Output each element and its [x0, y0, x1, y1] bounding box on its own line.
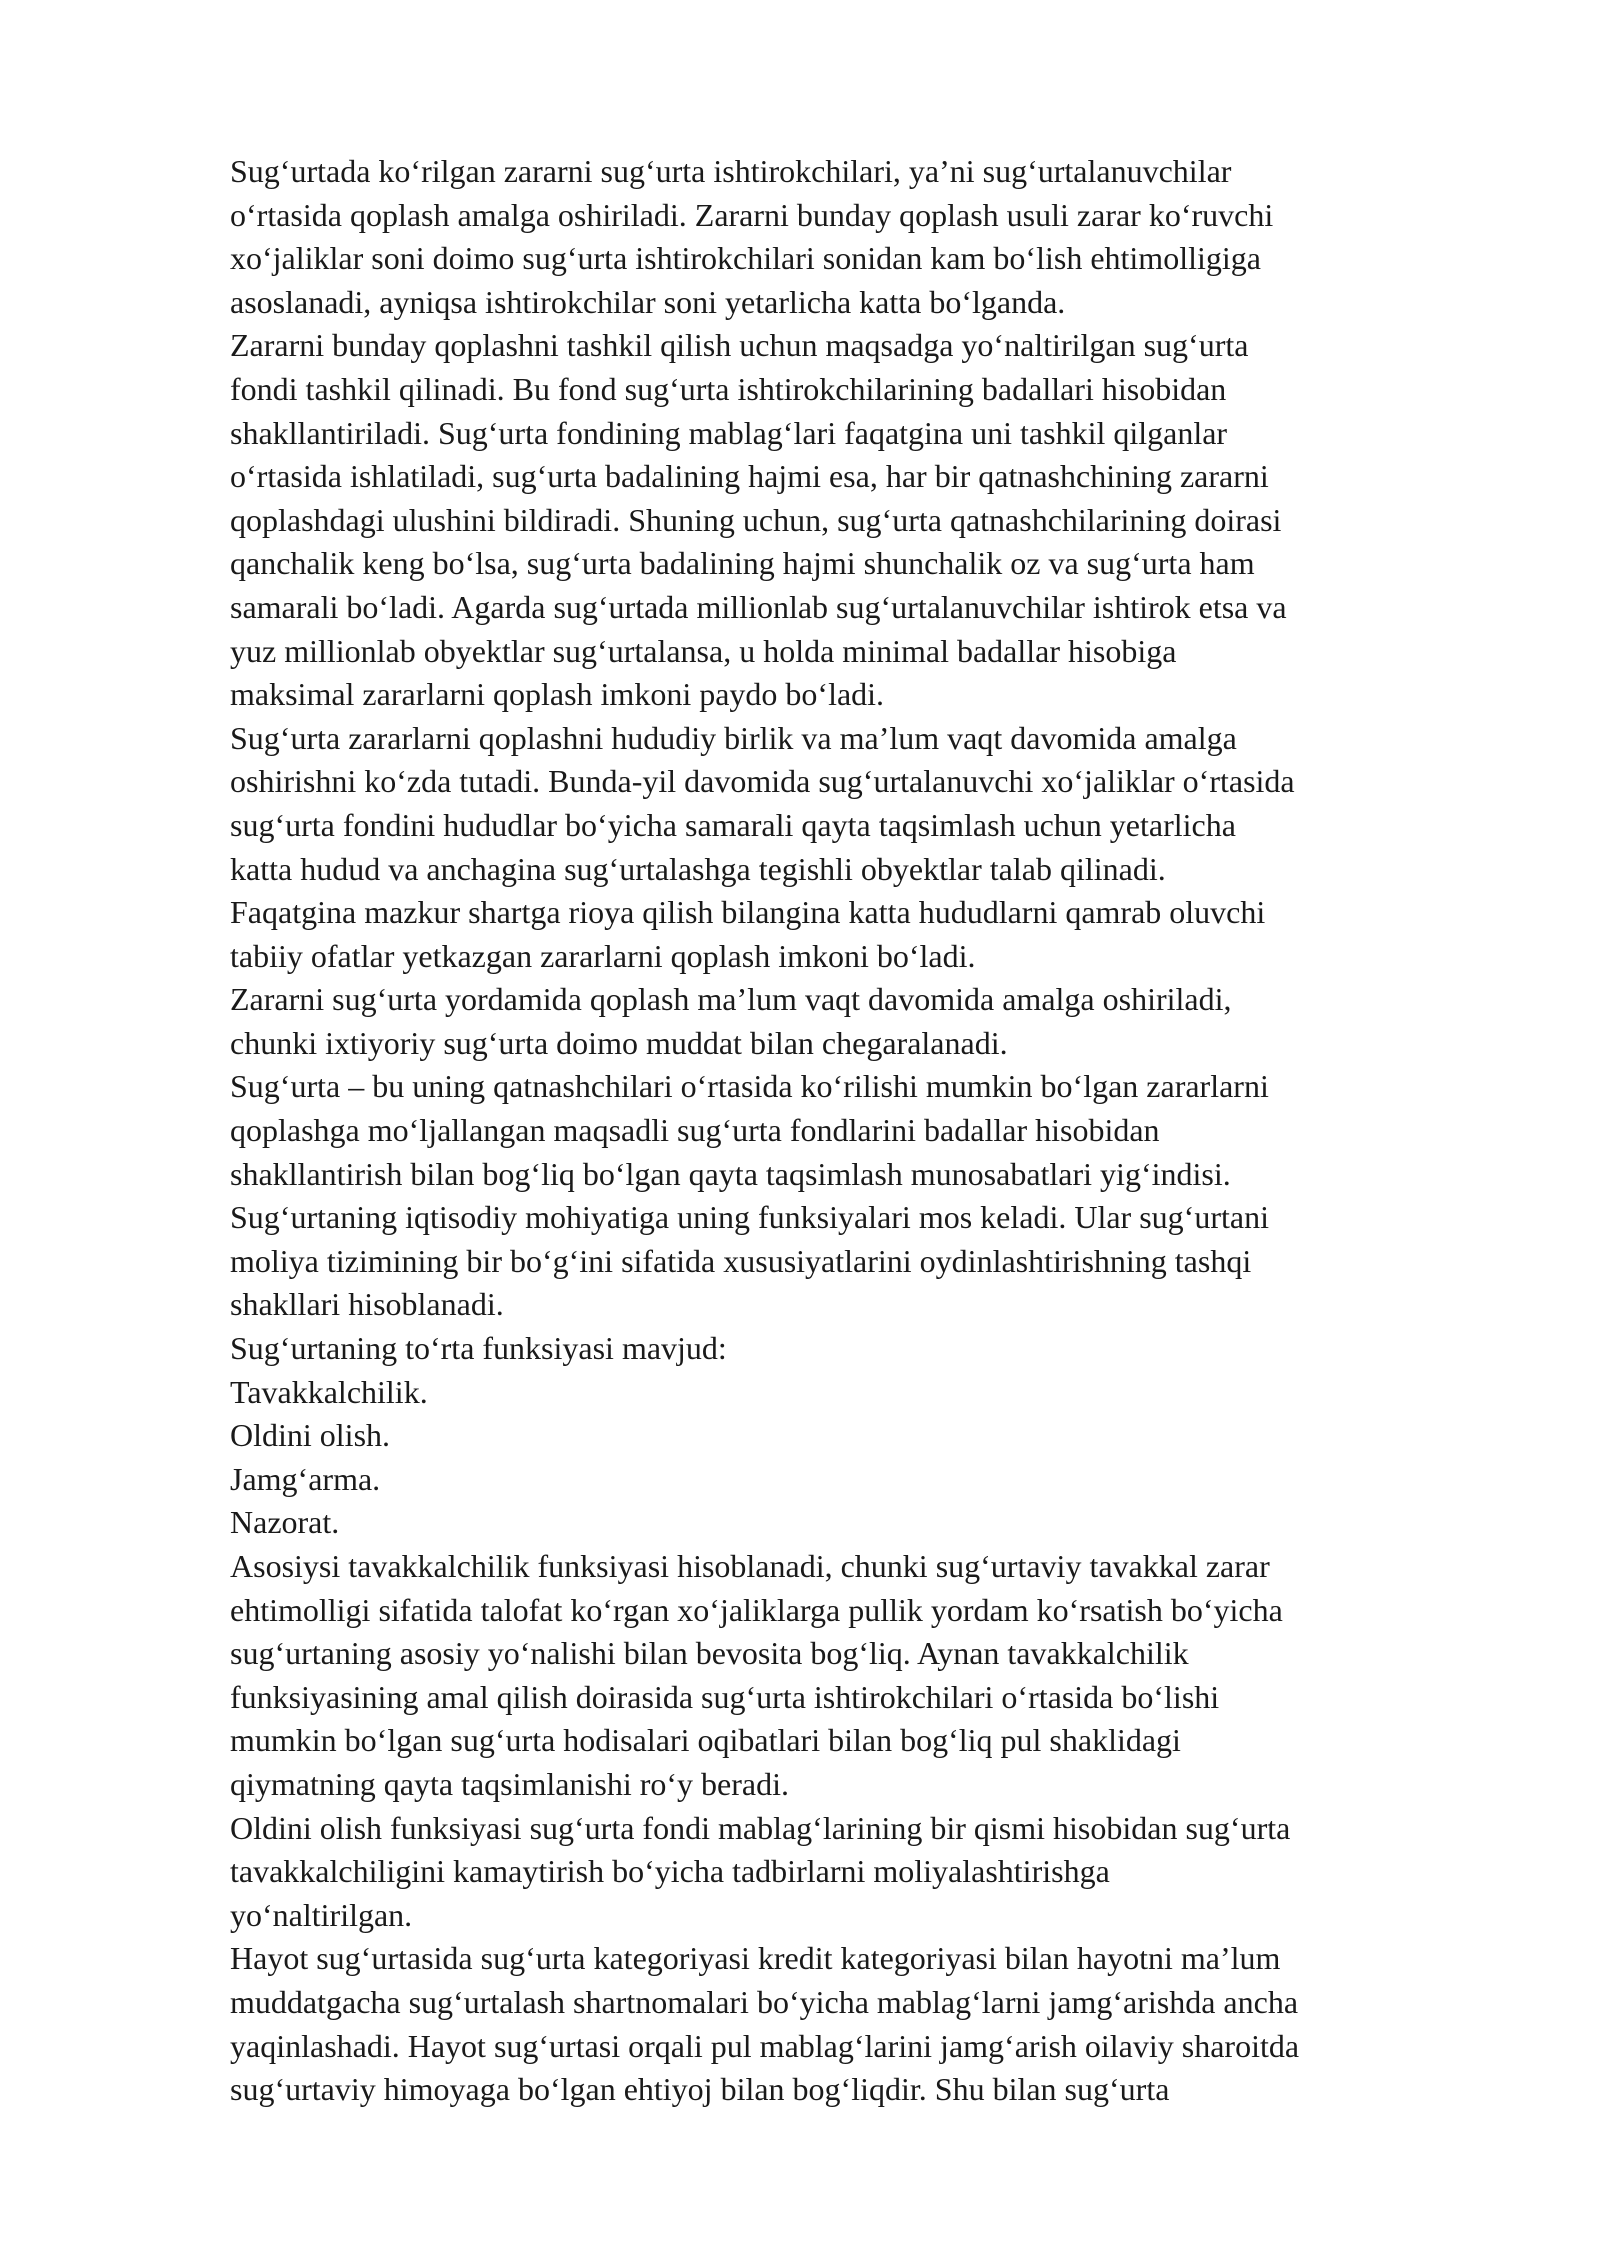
list-item: Tavakkalchilik. — [230, 1373, 428, 1410]
paragraph: Hayot sug‘urtasida sug‘urta kategoriyasi kredit kategoriyasi bilan hayotni ma’lum muddatgacha sug‘urtalash shartnomalari bo‘yicha mablag‘larni jamg‘arishda ancha yaqinlashadi. Hayot sug‘urtasi orqali pul mablag‘larini jamg‘arish oilaviy sharoitda sug‘urtaviy himoyaga bo‘lgan ehtiyoj bilan bog‘liqdir. Shu bilan sug‘urta — [230, 1940, 1300, 2108]
paragraph: Faqatgina mazkur shartga rioya qilish bilangina katta hududlarni qamrab oluvchi tabiiy ofatlar yetkazgan zararlarni qoplash imkoni bo‘ladi. — [230, 894, 1266, 974]
paragraph: Oldini olish funksiyasi sug‘urta fondi mablag‘larining bir qismi hisobidan sug‘urta tavakkalchiligini kamaytirish bo‘yicha tadbirlarni moliyalashtirishga yo‘naltirilgan. — [230, 1809, 1291, 1933]
paragraph: Zararni bunday qoplashni tashkil qilish uchun maqsadga yo‘naltirilgan sug‘urta fondi tashkil qilinadi. Bu fond sug‘urta ishtirokchilarining badallari hisobidan shakllantiriladi. Sug‘urta fondining mablag‘lari faqatgina uni tashkil qilganlar o‘rtasida ishlatiladi, sug‘urta badalining hajmi esa, har bir qatnashchining zararni qoplashdagi ulushini bildiradi. Shuning uchun, sug‘urta qatnashchilarining doirasi qanchalik keng bo‘lsa, sug‘urta badalining hajmi shunchalik oz va sug‘urta ham samarali bo‘ladi. Agarda sug‘urtada millionlab sug‘urtalanuvchilar ishtirok etsa va yuz millionlab obyektlar sug‘urtalansa, u holda minimal badallar hisobiga maksimal zararlarni qoplash imkoni paydo bo‘ladi. — [230, 327, 1287, 713]
paragraph: Asosiysi tavakkalchilik funksiyasi hisoblanadi, chunki sug‘urtaviy tavakkal zarar ehtimolligi sifatida talofat ko‘rgan xo‘jaliklarga pullik yordam ko‘rsatish bo‘yicha sug‘urtaning asosiy yo‘nalishi bilan bevosita bog‘liq. Aynan tavakkalchilik funksiyasining amal qilish doirasida sug‘urta ishtirokchilari o‘rtasida bo‘lishi mumkin bo‘lgan sug‘urta hodisalari oqibatlari bilan bog‘liq pul shaklidagi qiymatning qayta taqsimlanishi ro‘y beradi. — [230, 1548, 1283, 1802]
paragraph: Zararni sug‘urta yordamida qoplash ma’lum vaqt davomida amalga oshiriladi, chunki ixtiyoriy sug‘urta doimo muddat bilan chegaralanadi. — [230, 981, 1232, 1061]
paragraph: Sug‘urta zararlarni qoplashni hududiy birlik va ma’lum vaqt davomida amalga oshirishni ko‘zda tutadi. Bunda-yil davomida sug‘urtalanuvchi xo‘jaliklar o‘rtasida sug‘urta fondini hududlar bo‘yicha samarali qayta taqsimlash uchun yetarlicha katta hudud va anchagina sug‘urtalashga tegishli obyektlar talab qilinadi. — [230, 719, 1295, 887]
list-item: Jamg‘arma. — [230, 1460, 381, 1497]
list-heading: Sug‘urtaning to‘rta funksiyasi mavjud: — [230, 1330, 727, 1367]
list-item: Nazorat. — [230, 1504, 340, 1541]
paragraph: Sug‘urtada ko‘rilgan zararni sug‘urta ishtirokchilari, ya’ni sug‘urtalanuvchilar o‘rtasida qoplash amalga oshiriladi. Zararni bunday qoplash usuli zarar ko‘ruvchi xo‘jaliklar soni doimo sug‘urta ishtirokchilari sonidan kam bo‘lish ehtimolligiga asoslanadi, ayniqsa ishtirokchilar soni yetarlicha katta bo‘lganda. — [230, 153, 1274, 320]
paragraph: Sug‘urtaning iqtisodiy mohiyatiga uning funksiyalari mos keladi. Ular sug‘urtani moliya tizimining bir bo‘g‘ini sifatida xususiyatlarini oydinlashtirishning tashqi shakllari hisoblanadi. — [230, 1199, 1269, 1323]
paragraph: Sug‘urta – bu uning qatnashchilari o‘rtasida ko‘rilishi mumkin bo‘lgan zararlarni qoplashga mo‘ljallangan maqsadli sug‘urta fondlarini badallar hisobidan shakllantirish bilan bog‘liq bo‘lgan qayta taqsimlash munosabatlari yig‘indisi. — [230, 1068, 1269, 1192]
list-item: Oldini olish. — [230, 1417, 391, 1454]
document-body — [230, 150, 1530, 2112]
